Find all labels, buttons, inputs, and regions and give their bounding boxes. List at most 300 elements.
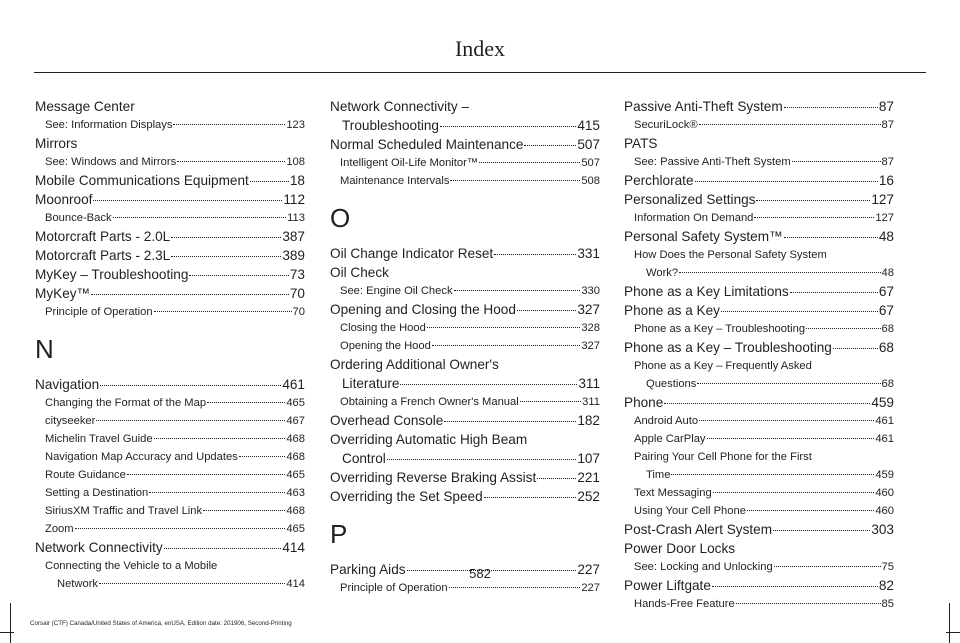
entry-text: See: Engine Oil Check bbox=[340, 285, 453, 297]
entry-text: Network Connectivity bbox=[35, 540, 163, 555]
entry-row bbox=[340, 319, 600, 337]
dot-leader bbox=[517, 310, 576, 311]
entry-row bbox=[624, 301, 894, 320]
index-subentry[interactable] bbox=[35, 466, 305, 484]
page-ref: 87 bbox=[878, 99, 894, 114]
page-ref: 67 bbox=[878, 284, 894, 299]
dot-leader bbox=[440, 126, 576, 127]
index-entry[interactable] bbox=[35, 265, 305, 284]
entry-row bbox=[45, 303, 305, 321]
entry-row bbox=[45, 520, 305, 538]
dot-leader bbox=[792, 161, 881, 162]
dot-leader bbox=[520, 401, 581, 402]
page-ref: 461 bbox=[875, 433, 894, 445]
entry-row bbox=[634, 209, 894, 227]
index-entry[interactable] bbox=[330, 135, 600, 154]
entry-text: Hands-Free Feature bbox=[634, 598, 735, 610]
entry-text: Passive Anti-Theft System bbox=[624, 99, 783, 114]
index-column-2 bbox=[330, 97, 600, 597]
entry-text: Phone as a Key – Troubleshooting bbox=[624, 340, 832, 355]
dot-leader bbox=[113, 217, 287, 218]
page-ref: 463 bbox=[286, 487, 305, 499]
page-ref: 414 bbox=[282, 540, 305, 555]
dot-leader bbox=[387, 459, 576, 460]
page-ref: 48 bbox=[878, 229, 894, 244]
page-ref: 460 bbox=[875, 505, 894, 517]
entry-row bbox=[634, 502, 894, 520]
page-ref: 127 bbox=[871, 192, 894, 207]
index-subentry[interactable] bbox=[624, 153, 894, 171]
index-entry[interactable] bbox=[624, 227, 894, 246]
index-entry[interactable] bbox=[624, 393, 894, 412]
dot-leader bbox=[93, 200, 282, 201]
page-ref: 468 bbox=[286, 451, 305, 463]
page-ref: 67 bbox=[878, 303, 894, 318]
dot-leader bbox=[699, 124, 881, 125]
page-ref: 107 bbox=[577, 451, 600, 466]
entry-text: Opening and Closing the Hood bbox=[330, 302, 516, 317]
entry-text: Perchlorate bbox=[624, 173, 694, 188]
page-ref: 68 bbox=[878, 340, 894, 355]
entry-row bbox=[340, 154, 600, 172]
dot-leader bbox=[524, 145, 576, 146]
entry-text: Michelin Travel Guide bbox=[45, 433, 153, 445]
dot-leader bbox=[697, 383, 880, 384]
entry-text-line1: Pairing Your Cell Phone for the First bbox=[634, 451, 812, 463]
dot-leader bbox=[479, 162, 580, 163]
entry-row bbox=[35, 171, 305, 190]
dot-leader bbox=[721, 311, 878, 312]
dot-leader bbox=[444, 421, 576, 422]
entry-row bbox=[35, 538, 305, 557]
entry-row bbox=[330, 263, 600, 282]
page-ref: 328 bbox=[581, 322, 600, 334]
dot-leader bbox=[127, 474, 285, 475]
entry-row bbox=[330, 468, 600, 487]
entry-row bbox=[634, 412, 894, 430]
index-column-3 bbox=[624, 97, 894, 613]
index-subentry[interactable] bbox=[624, 320, 894, 338]
entry-row bbox=[634, 466, 894, 484]
entry-row bbox=[624, 539, 894, 558]
index-entry[interactable] bbox=[330, 430, 600, 468]
dot-leader bbox=[713, 492, 875, 493]
page-ref: 70 bbox=[292, 306, 305, 318]
index-entry[interactable] bbox=[624, 97, 894, 116]
page-ref: 113 bbox=[287, 212, 305, 224]
page-ref: 459 bbox=[871, 395, 894, 410]
index-entry[interactable] bbox=[330, 300, 600, 319]
entry-text: Questions bbox=[646, 378, 697, 390]
page-ref: 85 bbox=[881, 598, 894, 610]
entry-row bbox=[330, 244, 600, 263]
dot-leader bbox=[91, 294, 289, 295]
entry-row bbox=[35, 190, 305, 209]
index-subentry[interactable] bbox=[624, 502, 894, 520]
dot-leader bbox=[671, 474, 874, 475]
entry-row bbox=[624, 227, 894, 246]
page-ref: 415 bbox=[577, 118, 600, 133]
dot-leader bbox=[100, 385, 281, 386]
page-ref: 507 bbox=[581, 157, 600, 169]
index-entry[interactable] bbox=[330, 263, 600, 282]
page-ref: 221 bbox=[577, 470, 600, 485]
entry-text: Maintenance Intervals bbox=[340, 175, 450, 187]
entry-text: Control bbox=[342, 451, 386, 466]
crop-mark-right-bottom bbox=[946, 632, 960, 633]
section-letter: N bbox=[35, 334, 54, 364]
index-entry[interactable] bbox=[624, 134, 894, 153]
entry-row bbox=[45, 153, 305, 171]
page-ref: 87 bbox=[881, 119, 894, 131]
dot-leader bbox=[203, 510, 285, 511]
page-ref: 311 bbox=[578, 376, 600, 391]
page-ref: 467 bbox=[286, 415, 305, 427]
crop-mark-left-bottom bbox=[0, 632, 14, 633]
entry-text: SiriusXM Traffic and Travel Link bbox=[45, 505, 203, 517]
index-subentry[interactable] bbox=[35, 303, 305, 321]
page-ref: 327 bbox=[577, 302, 600, 317]
page-ref: 330 bbox=[581, 285, 600, 297]
entry-row bbox=[45, 430, 305, 448]
page-ref: 68 bbox=[881, 378, 894, 390]
page-ref: 252 bbox=[577, 489, 600, 504]
entry-text: Phone as a Key – Troubleshooting bbox=[634, 323, 806, 335]
dot-leader bbox=[250, 181, 289, 182]
dot-leader bbox=[784, 237, 878, 238]
section-letter: O bbox=[330, 203, 351, 233]
index-entry[interactable] bbox=[624, 520, 894, 539]
index-entry[interactable] bbox=[35, 375, 305, 394]
header-divider bbox=[34, 72, 926, 73]
entry-row bbox=[330, 135, 600, 154]
edition-footer: Corsair (CTF) Canada/United States of America, enUSA, Edition date: 201906, Second-Printing bbox=[30, 620, 292, 627]
entry-row bbox=[634, 595, 894, 613]
entry-text: Opening the Hood bbox=[340, 340, 431, 352]
entry-row bbox=[35, 284, 305, 303]
dot-leader bbox=[432, 345, 581, 346]
index-subentry[interactable] bbox=[624, 430, 894, 448]
index-entry[interactable] bbox=[330, 411, 600, 430]
entry-row bbox=[634, 375, 894, 393]
entry-text: Changing the Format of the Map bbox=[45, 397, 207, 409]
entry-text: Principle of Operation bbox=[45, 306, 153, 318]
page-ref: 461 bbox=[282, 377, 305, 392]
entry-row bbox=[624, 97, 894, 116]
crop-mark-right bbox=[949, 603, 950, 643]
index-entry[interactable] bbox=[624, 171, 894, 190]
page-ref: 48 bbox=[881, 267, 894, 279]
dot-leader bbox=[173, 124, 285, 125]
entry-text: Phone as a Key Limitations bbox=[624, 284, 789, 299]
dot-leader bbox=[207, 402, 285, 403]
page-ref: 389 bbox=[282, 248, 305, 263]
index-subentry[interactable] bbox=[330, 154, 600, 172]
dot-leader bbox=[454, 290, 581, 291]
page-ref: 414 bbox=[286, 578, 305, 590]
entry-row bbox=[340, 393, 600, 411]
entry-row bbox=[330, 374, 600, 393]
entry-row bbox=[35, 227, 305, 246]
dot-leader bbox=[664, 403, 870, 404]
index-entry[interactable] bbox=[624, 338, 894, 357]
page-ref: 227 bbox=[577, 562, 600, 577]
entry-text: Route Guidance bbox=[45, 469, 126, 481]
page-ref: 461 bbox=[875, 415, 894, 427]
entry-text: Literature bbox=[342, 376, 400, 391]
index-subentry[interactable] bbox=[330, 282, 600, 300]
entry-text: Network bbox=[57, 578, 99, 590]
index-subentry[interactable] bbox=[330, 579, 600, 597]
entry-row bbox=[330, 300, 600, 319]
entry-row bbox=[634, 116, 894, 134]
entry-row bbox=[624, 338, 894, 357]
page-ref: 465 bbox=[286, 523, 305, 535]
index-subentry[interactable] bbox=[624, 116, 894, 134]
page-ref: 70 bbox=[289, 286, 305, 301]
entry-row bbox=[624, 282, 894, 301]
index-entry[interactable] bbox=[35, 134, 305, 153]
entry-text: PATS bbox=[624, 136, 658, 151]
entry-row bbox=[330, 487, 600, 506]
page-ref: 303 bbox=[871, 522, 894, 537]
entry-row bbox=[624, 171, 894, 190]
index-entry[interactable] bbox=[35, 227, 305, 246]
dot-leader bbox=[450, 180, 580, 181]
page-ref: 112 bbox=[283, 192, 305, 207]
entry-text: See: Information Displays bbox=[45, 119, 173, 131]
entry-text: Phone as a Key bbox=[624, 303, 720, 318]
entry-row bbox=[35, 265, 305, 284]
index-subentry[interactable] bbox=[624, 246, 894, 282]
index-entry[interactable] bbox=[330, 244, 600, 263]
index-subentry[interactable] bbox=[35, 520, 305, 538]
index-entry[interactable] bbox=[624, 301, 894, 320]
index-subentry[interactable] bbox=[624, 209, 894, 227]
page-ref: 123 bbox=[286, 119, 305, 131]
index-entry[interactable] bbox=[624, 282, 894, 301]
dot-leader bbox=[806, 328, 881, 329]
entry-row bbox=[45, 209, 305, 227]
entry-text: Message Center bbox=[35, 99, 135, 114]
entry-text: See: Windows and Mirrors bbox=[45, 156, 177, 168]
entry-row bbox=[45, 502, 305, 520]
entry-text: Personalized Settings bbox=[624, 192, 756, 207]
entry-text: MyKey™ bbox=[35, 286, 91, 301]
entry-text: Using Your Cell Phone bbox=[634, 505, 746, 517]
entry-text-line1: Ordering Additional Owner's bbox=[330, 357, 499, 372]
entry-row bbox=[330, 449, 600, 468]
entry-row bbox=[45, 116, 305, 134]
page-ref: 468 bbox=[286, 433, 305, 445]
index-entry[interactable] bbox=[35, 190, 305, 209]
entry-text: Navigation bbox=[35, 377, 100, 392]
index-subentry[interactable] bbox=[624, 595, 894, 613]
entry-text: Moonroof bbox=[35, 192, 93, 207]
entry-row bbox=[340, 172, 600, 190]
entry-text: Parking Aids bbox=[330, 562, 406, 577]
page-ref: 459 bbox=[875, 469, 894, 481]
entry-text: Work? bbox=[646, 267, 679, 279]
entry-row bbox=[45, 394, 305, 412]
index-entry[interactable] bbox=[624, 539, 894, 558]
entry-row bbox=[634, 430, 894, 448]
page-ref: 16 bbox=[878, 173, 894, 188]
dot-leader bbox=[833, 348, 878, 349]
page-ref: 75 bbox=[881, 561, 894, 573]
index-subentry[interactable] bbox=[330, 172, 600, 190]
index-entry[interactable] bbox=[35, 246, 305, 265]
index-subentry[interactable] bbox=[624, 448, 894, 484]
dot-leader bbox=[177, 161, 285, 162]
dot-leader bbox=[400, 384, 577, 385]
entry-text: Time bbox=[646, 469, 671, 481]
dot-leader bbox=[484, 497, 577, 498]
page-ref: 73 bbox=[289, 267, 305, 282]
entry-text: Overriding Reverse Braking Assist bbox=[330, 470, 537, 485]
entry-row bbox=[340, 579, 600, 597]
dot-leader bbox=[790, 292, 878, 293]
entry-row bbox=[340, 337, 600, 355]
page-ref: 331 bbox=[577, 246, 600, 261]
entry-row bbox=[634, 320, 894, 338]
dot-leader bbox=[695, 181, 878, 182]
index-subentry[interactable] bbox=[35, 209, 305, 227]
entry-text: Oil Check bbox=[330, 265, 389, 280]
index-subentry[interactable] bbox=[35, 448, 305, 466]
index-subentry[interactable] bbox=[624, 484, 894, 502]
entry-text: Setting a Destination bbox=[45, 487, 149, 499]
page-ref: 18 bbox=[289, 173, 305, 188]
entry-row bbox=[35, 375, 305, 394]
entry-row bbox=[35, 246, 305, 265]
dot-leader bbox=[75, 528, 286, 529]
index-subentry[interactable] bbox=[35, 116, 305, 134]
entry-text: Obtaining a French Owner's Manual bbox=[340, 396, 519, 408]
entry-row bbox=[330, 411, 600, 430]
section-letter: P bbox=[330, 519, 348, 549]
index-entry[interactable] bbox=[35, 284, 305, 303]
page-ref: 387 bbox=[282, 229, 305, 244]
entry-row bbox=[45, 412, 305, 430]
entry-row bbox=[35, 134, 305, 153]
entry-text: Motorcraft Parts - 2.3L bbox=[35, 248, 171, 263]
entry-row bbox=[330, 116, 600, 135]
index-entry[interactable] bbox=[330, 468, 600, 487]
index-subentry[interactable] bbox=[330, 319, 600, 337]
entry-text: cityseeker bbox=[45, 415, 96, 427]
entry-row bbox=[45, 466, 305, 484]
index-entry[interactable] bbox=[330, 355, 600, 393]
page-number: 582 bbox=[469, 566, 491, 581]
entry-text: Bounce-Back bbox=[45, 212, 112, 224]
index-subentry[interactable] bbox=[624, 357, 894, 393]
entry-text-line1: Phone as a Key – Frequently Asked bbox=[634, 360, 812, 372]
dot-leader bbox=[699, 420, 874, 421]
entry-text-line1: Overriding Automatic High Beam bbox=[330, 432, 528, 447]
entry-text: Navigation Map Accuracy and Updates bbox=[45, 451, 238, 463]
entry-row bbox=[624, 520, 894, 539]
entry-text: Overhead Console bbox=[330, 413, 444, 428]
entry-row bbox=[634, 484, 894, 502]
dot-leader bbox=[171, 256, 281, 257]
index-entry[interactable] bbox=[35, 538, 305, 557]
index-subentry[interactable] bbox=[35, 412, 305, 430]
index-entry[interactable] bbox=[330, 97, 600, 135]
index-subentry[interactable] bbox=[35, 502, 305, 520]
entry-text: See: Locking and Unlocking bbox=[634, 561, 773, 573]
dot-leader bbox=[164, 548, 282, 549]
entry-text: Personal Safety System™ bbox=[624, 229, 783, 244]
entry-row bbox=[45, 448, 305, 466]
page-ref: 108 bbox=[286, 156, 305, 168]
entry-text: Closing the Hood bbox=[340, 322, 426, 334]
page-ref: 508 bbox=[581, 175, 600, 187]
dot-leader bbox=[756, 200, 870, 201]
page-ref: 82 bbox=[878, 578, 894, 593]
entry-row bbox=[634, 153, 894, 171]
page-ref: 468 bbox=[286, 505, 305, 517]
index-subentry[interactable] bbox=[330, 337, 600, 355]
index-column-1 bbox=[35, 97, 305, 593]
dot-leader bbox=[712, 586, 878, 587]
page-ref: 87 bbox=[881, 156, 894, 168]
page-ref: 460 bbox=[875, 487, 894, 499]
index-subentry[interactable] bbox=[330, 393, 600, 411]
entry-text: Motorcraft Parts - 2.0L bbox=[35, 229, 171, 244]
index-subentry[interactable] bbox=[35, 394, 305, 412]
index-entry[interactable] bbox=[624, 190, 894, 209]
entry-row bbox=[634, 264, 894, 282]
entry-text: Information On Demand bbox=[634, 212, 754, 224]
page-ref: 127 bbox=[875, 212, 894, 224]
dot-leader bbox=[99, 583, 285, 584]
dot-leader bbox=[679, 272, 880, 273]
entry-text: Power Liftgate bbox=[624, 578, 711, 593]
entry-text-line1: How Does the Personal Safety System bbox=[634, 249, 827, 261]
entry-text: Troubleshooting bbox=[342, 118, 439, 133]
index-subentry[interactable] bbox=[624, 412, 894, 430]
dot-leader bbox=[537, 478, 576, 479]
page-title: Index bbox=[454, 36, 506, 61]
entry-text: Oil Change Indicator Reset bbox=[330, 246, 494, 261]
dot-leader bbox=[707, 438, 875, 439]
index-subentry[interactable] bbox=[35, 430, 305, 448]
entry-text: Mobile Communications Equipment bbox=[35, 173, 249, 188]
index-entry[interactable] bbox=[35, 171, 305, 190]
dot-leader bbox=[427, 327, 581, 328]
index-entry[interactable] bbox=[35, 97, 305, 116]
entry-text-line1: Network Connectivity – bbox=[330, 99, 470, 114]
entry-text: SecuriLock® bbox=[634, 119, 698, 131]
entry-text: Normal Scheduled Maintenance bbox=[330, 137, 524, 152]
entry-row bbox=[624, 190, 894, 209]
entry-text-line1: Connecting the Vehicle to a Mobile bbox=[45, 560, 218, 572]
entry-text: MyKey – Troubleshooting bbox=[35, 267, 189, 282]
index-subentry[interactable] bbox=[35, 153, 305, 171]
entry-text: Android Auto bbox=[634, 415, 699, 427]
dot-leader bbox=[189, 275, 288, 276]
dot-leader bbox=[784, 107, 878, 108]
index-subentry[interactable] bbox=[35, 484, 305, 502]
entry-row bbox=[35, 97, 305, 116]
entry-text: Power Door Locks bbox=[624, 541, 736, 556]
page-ref: 227 bbox=[581, 582, 600, 594]
dot-leader bbox=[773, 530, 870, 531]
index-entry[interactable] bbox=[330, 487, 600, 506]
entry-text: Post-Crash Alert System bbox=[624, 522, 773, 537]
entry-text: Mirrors bbox=[35, 136, 78, 151]
